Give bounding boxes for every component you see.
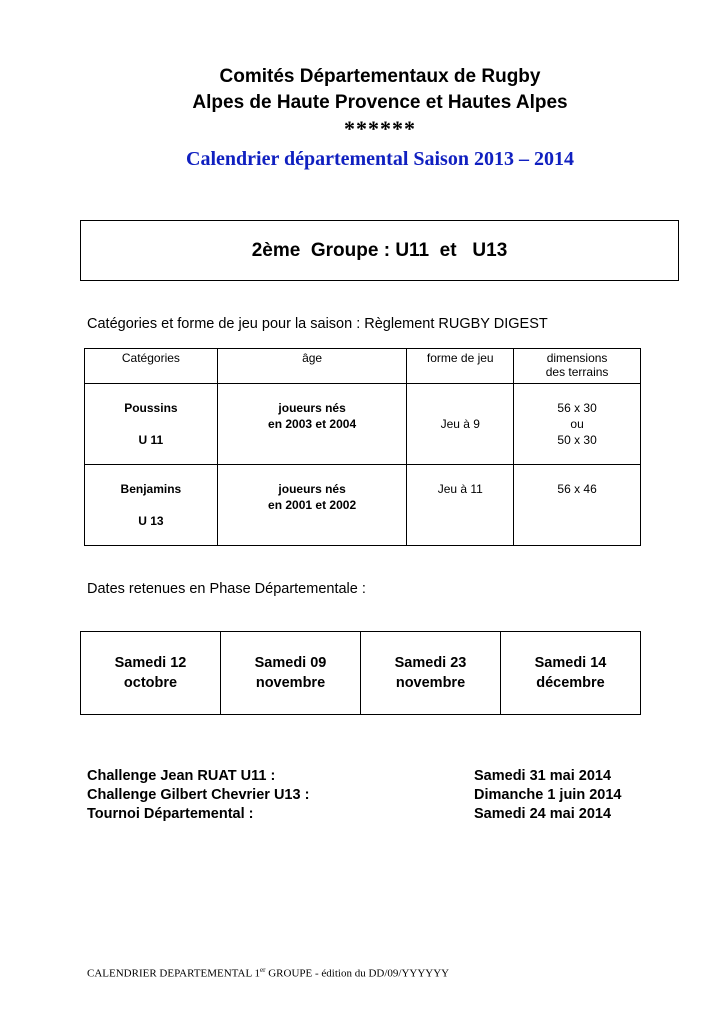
date-day: Samedi 23 [394, 655, 467, 671]
date-month: décembre [536, 675, 605, 691]
category-cell [85, 384, 218, 465]
challenge-date: Samedi 24 mai 2014 [474, 806, 612, 822]
dimensions-line1: 56 x 30 [557, 401, 597, 415]
category-code: U 13 [138, 514, 164, 528]
header-dimensions [514, 349, 641, 384]
categories-intro: Catégories et forme de jeu pour la saison : Règlement RUGBY DIGEST [87, 316, 548, 332]
age-cell [217, 465, 407, 546]
date-cell [501, 632, 641, 715]
header-line-2: Alpes de Haute Provence et Hautes Alpes [192, 92, 568, 113]
game-form-value: Jeu à 11 [437, 482, 483, 496]
dimensions-cell [514, 465, 641, 546]
header-dimensions-line2: des terrains [545, 365, 609, 379]
calendar-title: Calendrier départemental Saison 2013 – 2014 [186, 148, 574, 170]
game-form-cell: Jeu à 9 [407, 384, 514, 465]
age-line2: en 2003 et 2004 [268, 417, 357, 431]
dimensions-cell [514, 384, 641, 465]
group-label: 2ème Groupe : U11 et U13 [251, 239, 508, 261]
footer-prefix: CALENDRIER DEPARTEMENTAL 1 [87, 967, 261, 980]
date-day: Samedi 14 [534, 655, 607, 671]
date-month: novembre [395, 675, 466, 691]
header-stars: ****** [344, 116, 416, 141]
dates-intro: Dates retenues en Phase Départementale : [87, 581, 366, 597]
date-cell [361, 632, 501, 715]
challenge-name: Challenge Gilbert Chevrier U13 : [87, 787, 310, 803]
footer [87, 966, 449, 980]
header-age: âge [217, 349, 407, 384]
date-day: Samedi 12 [114, 655, 187, 671]
age-line2: en 2001 et 2002 [268, 498, 357, 512]
footer-suffix: GROUPE - édition du DD/09/YYYYYY [265, 967, 450, 980]
challenge-names [87, 767, 309, 824]
dimensions-line1: 56 x 46 [557, 482, 597, 496]
categories-table [84, 348, 641, 546]
age-line1: joueurs nés [278, 401, 346, 415]
challenge-date: Dimanche 1 juin 2014 [474, 787, 622, 803]
dates-table [80, 631, 641, 715]
table-header-row [85, 349, 641, 384]
date-month: novembre [255, 675, 326, 691]
group-box [80, 220, 679, 281]
category-name: Benjamins [120, 482, 182, 496]
age-cell [217, 384, 407, 465]
challenge-date: Samedi 31 mai 2014 [474, 768, 612, 784]
table-row [85, 384, 641, 465]
header-line-1: Comités Départementaux de Rugby [219, 66, 541, 87]
header-game-form: forme de jeu [407, 349, 514, 384]
category-name: Poussins [124, 401, 178, 415]
dimensions-line2: ou [570, 417, 584, 431]
dimensions-line3: 50 x 30 [557, 433, 597, 447]
date-cell [81, 632, 221, 715]
header-dimensions-line1: dimensions [546, 351, 608, 365]
challenge-name: Challenge Jean RUAT U11 : [87, 768, 276, 784]
age-line1: joueurs nés [278, 482, 346, 496]
date-month: octobre [123, 675, 178, 691]
table-row [85, 465, 641, 546]
date-day: Samedi 09 [254, 655, 327, 671]
header-categories: Catégories [85, 349, 218, 384]
dates-row [81, 632, 641, 715]
game-form-cell [407, 465, 514, 546]
challenge-name: Tournoi Départemental : [87, 806, 254, 822]
category-code: U 11 [138, 433, 164, 447]
challenge-dates [474, 767, 621, 824]
category-cell [85, 465, 218, 546]
footer-sup: er [260, 966, 266, 974]
date-cell [221, 632, 361, 715]
